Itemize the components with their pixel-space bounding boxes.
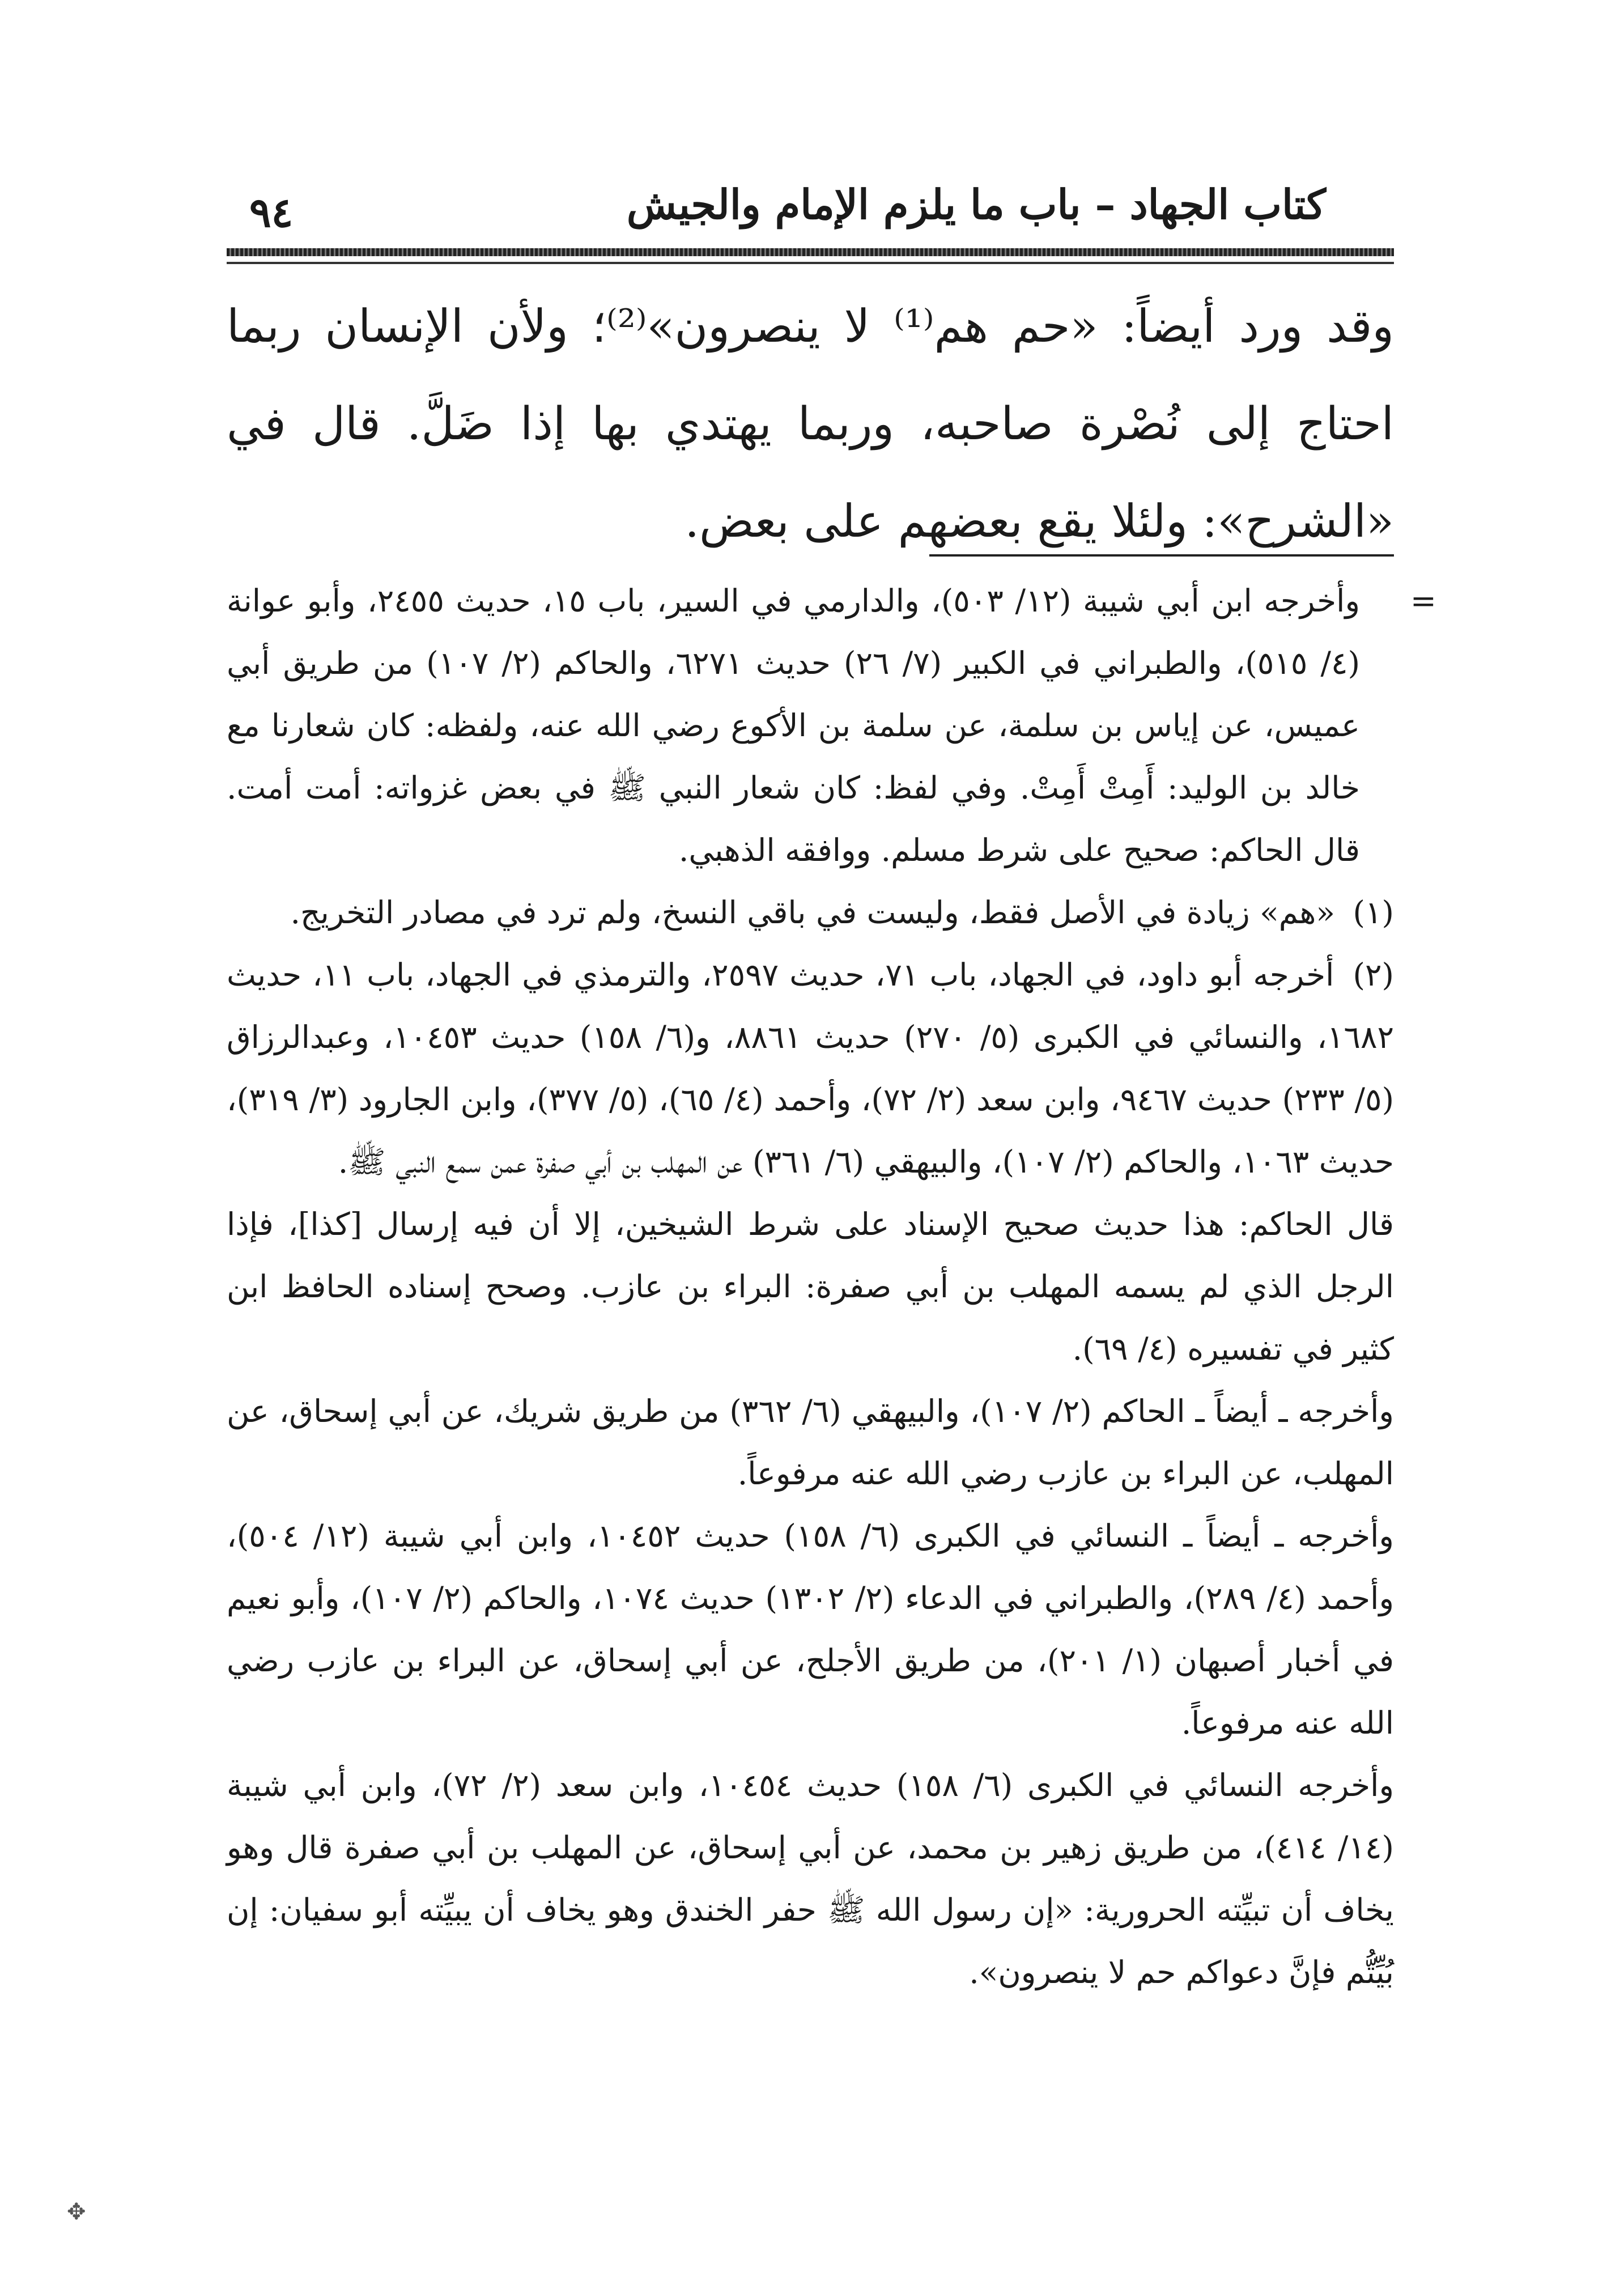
continuation-text: وأخرجه ابن أبي شيبة (١٢/ ٥٠٣)، والدارمي في السير، باب ١٥، حديث ٢٤٥٥، وأبو عوانة (٤/ ٥١٥)، والطبراني في الكبير (٧/ ٢٦) حديث ٦٢٧١، والحاكم (٢/ ١٠٧) من طريق أبي عميس، عن إياس بن سلمة، عن سلمة بن الأكوع رضي الله عنه، ولفظه: كان شعارنا مع خالد بن الوليد: أَمِتْ أَمِتْ. وفي لفظ: كان شعار النبي ﷺ في بعض غزواته: أمت أمت. قال الحاكم: صحيح على شرط مسلم. ووافقه الذهبي. xyxy=(227,583,1361,868)
header-rule xyxy=(227,248,1394,256)
footnote-separator xyxy=(929,554,1394,557)
page-number: ٩٤ xyxy=(249,188,294,236)
main-paragraph: وقد ورد أيضاً: «حم هم⁽¹⁾ لا ينصرون»⁽²⁾؛ ولأن الإنسان ربما احتاج إلى نُصْرة صاحبه، وربما يهتدي بها إذا ضَلَّ. قال في «الشرح»: ولئلا يقع بعضهم على بعض. xyxy=(227,300,1395,547)
footnote-1-number: (١) xyxy=(1353,894,1394,931)
corner-ornament-icon: ✥ xyxy=(67,2199,86,2225)
page-header xyxy=(227,170,1394,255)
footnotes xyxy=(227,570,1436,2003)
footnote-continuation xyxy=(227,570,1436,881)
footnote-2-paragraph-5: وأخرجه النسائي في الكبرى (٦/ ١٥٨) حديث ١٠٤٥٤، وابن سعد (٢/ ٧٢)، وابن أبي شيبة (١٤/ ٤١٤)، من طريق زهير بن محمد، عن أبي إسحاق، عن المهلب بن أبي صفرة قال وهو يخاف أن تبيِّته الحرورية: «إن رسول الله ﷺ حفر الخندق وهو يخاف أن يبيِّته أبو سفيان: إن بُيِّتُّم فإنَّ دعواكم حم لا ينصرون». xyxy=(227,1767,1395,1990)
footnote-2 xyxy=(227,944,1394,1193)
footnote-2-text: أخرجه أبو داود، في الجهاد، باب ٧١، حديث ٢٥٩٧، والترمذي في الجهاد، باب ١١، حديث ١٦٨٢، والنسائي في الكبرى (٥/ ٢٧٠) حديث ٨٨٦١، و(٦/ ١٥٨) حديث ١٠٤٥٣، وعبدالرزاق (٥/ ٢٣٣) حديث ٩٤٦٧، وابن سعد (٢/ ٧٢)، وأحمد (٤/ ٦٥)، (٥/ ٣٧٧)، وابن الجارود (٣/ ٣١٩)، حديث ١٠٦٣، والحاكم (٢/ ١٠٧)، والبيهقي (٦/ ٣٦١) عن المهلب بن أبي صفرة عمن سمع النبي ﷺ. xyxy=(227,957,1395,1180)
continuation-marker: = xyxy=(1410,583,1436,619)
header-rule-thin xyxy=(227,262,1394,264)
footnote-1 xyxy=(227,881,1394,944)
footnote-1-text: «هم» زيادة في الأصل فقط، وليست في باقي النسخ، ولم ترد في مصادر التخريج. xyxy=(290,894,1336,931)
footnote-2-number: (٢) xyxy=(1353,957,1394,993)
running-title: كتاب الجهاد – باب ما يلزم الإمام والجيش xyxy=(626,180,1326,228)
footnote-2-paragraph-3: وأخرجه ـ أيضاً ـ الحاكم (٢/ ١٠٧)، والبيهقي (٦/ ٣٦٢) من طريق شريك، عن أبي إسحاق، عن المهلب، عن البراء بن عازب رضي الله عنه مرفوعاً. xyxy=(227,1393,1394,1492)
footnote-2-paragraph-4: وأخرجه ـ أيضاً ـ النسائي في الكبرى (٦/ ١٥٨) حديث ١٠٤٥٢، وابن أبي شيبة (١٢/ ٥٠٤)، وأحمد (٤/ ٢٨٩)، والطبراني في الدعاء (٢/ ١٣٠٢) حديث ١٠٧٤، والحاكم (٢/ ١٠٧)، وأبو نعيم في أخبار أصبهان (١/ ٢٠١)، من طريق الأجلح، عن أبي إسحاق، عن البراء بن عازب رضي الله عنه مرفوعاً. xyxy=(227,1518,1395,1741)
footnote-2-paragraph-2: قال الحاكم: هذا حديث صحيح الإسناد على شرط الشيخين، إلا أن فيه إرسال [كذا]، فإذا الرجل الذي لم يسمه المهلب بن أبي صفرة: البراء بن عازب. وصحح إسناده الحافظ ابن كثير في تفسيره (٤/ ٦٩). xyxy=(227,1206,1394,1367)
main-text xyxy=(227,278,1394,570)
